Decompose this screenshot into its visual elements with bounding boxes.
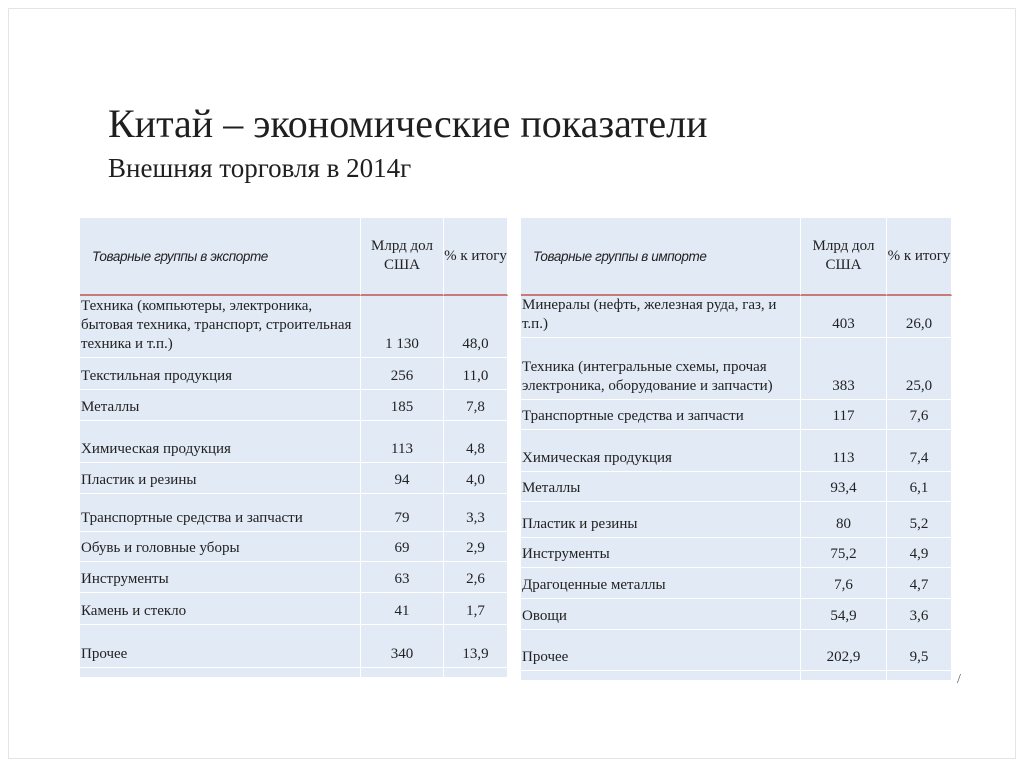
export-row-share: 4,8 bbox=[444, 421, 508, 463]
import-row-value: 383 bbox=[801, 338, 887, 400]
table-row bbox=[521, 400, 952, 430]
spacer-cell bbox=[444, 668, 508, 678]
table-row bbox=[80, 593, 508, 625]
import-group-header: Товарные группы в импорте bbox=[521, 218, 801, 296]
table-row bbox=[521, 630, 952, 671]
export-header-row bbox=[80, 218, 508, 296]
export-row-value: 256 bbox=[361, 358, 444, 390]
table-row bbox=[80, 390, 508, 421]
table-row bbox=[80, 296, 508, 358]
export-row-value: 41 bbox=[361, 593, 444, 625]
import-row-value: 54,9 bbox=[801, 599, 887, 630]
import-row-value: 113 bbox=[801, 430, 887, 472]
table-row bbox=[80, 358, 508, 390]
table-row bbox=[80, 625, 508, 668]
export-row-name: Химическая продукция bbox=[80, 421, 361, 463]
table-row bbox=[80, 463, 508, 494]
export-row-name: Техника (компьютеры, электроника, бытовая техника, транспорт, строительная техника и т.п.) bbox=[80, 296, 361, 358]
table-row bbox=[521, 568, 952, 599]
export-row-name: Камень и стекло bbox=[80, 593, 361, 625]
spacer-cell bbox=[361, 668, 444, 678]
export-row-share: 48,0 bbox=[444, 296, 508, 358]
export-row-value: 340 bbox=[361, 625, 444, 668]
import-row-name: Прочее bbox=[521, 630, 801, 671]
table-spacer-row bbox=[521, 671, 952, 681]
import-row-value: 7,6 bbox=[801, 568, 887, 599]
table-row bbox=[521, 338, 952, 400]
table-row bbox=[80, 532, 508, 562]
import-row-share: 3,6 bbox=[887, 599, 952, 630]
slide-title: Китай – экономические показатели bbox=[108, 101, 708, 146]
table-row bbox=[521, 502, 952, 538]
import-row-share: 26,0 bbox=[887, 296, 952, 338]
table-row bbox=[80, 421, 508, 463]
import-header-row bbox=[521, 218, 952, 296]
import-share-header: % к итогу bbox=[887, 218, 952, 296]
export-row-share: 7,8 bbox=[444, 390, 508, 421]
import-row-value: 202,9 bbox=[801, 630, 887, 671]
spacer-cell bbox=[801, 671, 887, 681]
import-row-value: 403 bbox=[801, 296, 887, 338]
export-row-value: 69 bbox=[361, 532, 444, 562]
export-row-share: 13,9 bbox=[444, 625, 508, 668]
export-row-name: Инструменты bbox=[80, 562, 361, 593]
import-row-share: 5,2 bbox=[887, 502, 952, 538]
table-row bbox=[521, 599, 952, 630]
import-row-name: Минералы (нефть, железная руда, газ, и т.п.) bbox=[521, 296, 801, 338]
export-row-share: 2,9 bbox=[444, 532, 508, 562]
export-share-header: % к итогу bbox=[444, 218, 508, 296]
import-row-name: Металлы bbox=[521, 472, 801, 502]
export-row-name: Прочее bbox=[80, 625, 361, 668]
import-row-value: 93,4 bbox=[801, 472, 887, 502]
export-row-share: 3,3 bbox=[444, 494, 508, 532]
import-row-share: 4,7 bbox=[887, 568, 952, 599]
import-row-value: 117 bbox=[801, 400, 887, 430]
import-row-value: 80 bbox=[801, 502, 887, 538]
import-row-name: Пластик и резины bbox=[521, 502, 801, 538]
import-row-name: Драгоценные металлы bbox=[521, 568, 801, 599]
import-row-share: 9,5 bbox=[887, 630, 952, 671]
import-row-share: 7,4 bbox=[887, 430, 952, 472]
export-row-share: 4,0 bbox=[444, 463, 508, 494]
export-value-header: Млрд дол США bbox=[361, 218, 444, 296]
export-row-name: Металлы bbox=[80, 390, 361, 421]
import-row-share: 6,1 bbox=[887, 472, 952, 502]
import-row-share: 4,9 bbox=[887, 538, 952, 568]
import-row-name: Транспортные средства и запчасти bbox=[521, 400, 801, 430]
table-row bbox=[80, 494, 508, 532]
export-table bbox=[80, 218, 508, 678]
export-row-value: 185 bbox=[361, 390, 444, 421]
import-table bbox=[521, 218, 952, 681]
export-row-value: 94 bbox=[361, 463, 444, 494]
import-row-share: 7,6 bbox=[887, 400, 952, 430]
export-row-share: 1,7 bbox=[444, 593, 508, 625]
slide-subtitle: Внешняя торговля в 2014г bbox=[108, 153, 412, 183]
import-row-share: 25,0 bbox=[887, 338, 952, 400]
export-row-value: 1 130 bbox=[361, 296, 444, 358]
import-row-name: Техника (интегральные схемы, прочая электроника, оборудование и запчасти) bbox=[521, 338, 801, 400]
table-spacer-row bbox=[80, 668, 508, 678]
export-row-value: 79 bbox=[361, 494, 444, 532]
export-group-header: Товарные группы в экспорте bbox=[80, 218, 361, 296]
export-row-name: Обувь и головные уборы bbox=[80, 532, 361, 562]
import-row-name: Инструменты bbox=[521, 538, 801, 568]
spacer-cell bbox=[521, 671, 801, 681]
export-row-share: 11,0 bbox=[444, 358, 508, 390]
export-row-name: Пластик и резины bbox=[80, 463, 361, 494]
import-row-value: 75,2 bbox=[801, 538, 887, 568]
export-row-value: 113 bbox=[361, 421, 444, 463]
export-row-value: 63 bbox=[361, 562, 444, 593]
export-row-name: Текстильная продукция bbox=[80, 358, 361, 390]
import-row-name: Химическая продукция bbox=[521, 430, 801, 472]
import-row-name: Овощи bbox=[521, 599, 801, 630]
table-row bbox=[521, 430, 952, 472]
export-row-share: 2,6 bbox=[444, 562, 508, 593]
table-row bbox=[521, 472, 952, 502]
spacer-cell bbox=[887, 671, 952, 681]
import-value-header: Млрд дол США bbox=[801, 218, 887, 296]
table-row bbox=[521, 538, 952, 568]
export-row-name: Транспортные средства и запчасти bbox=[80, 494, 361, 532]
corner-mark: / bbox=[957, 672, 961, 687]
spacer-cell bbox=[80, 668, 361, 678]
table-row bbox=[80, 562, 508, 593]
table-row bbox=[521, 296, 952, 338]
